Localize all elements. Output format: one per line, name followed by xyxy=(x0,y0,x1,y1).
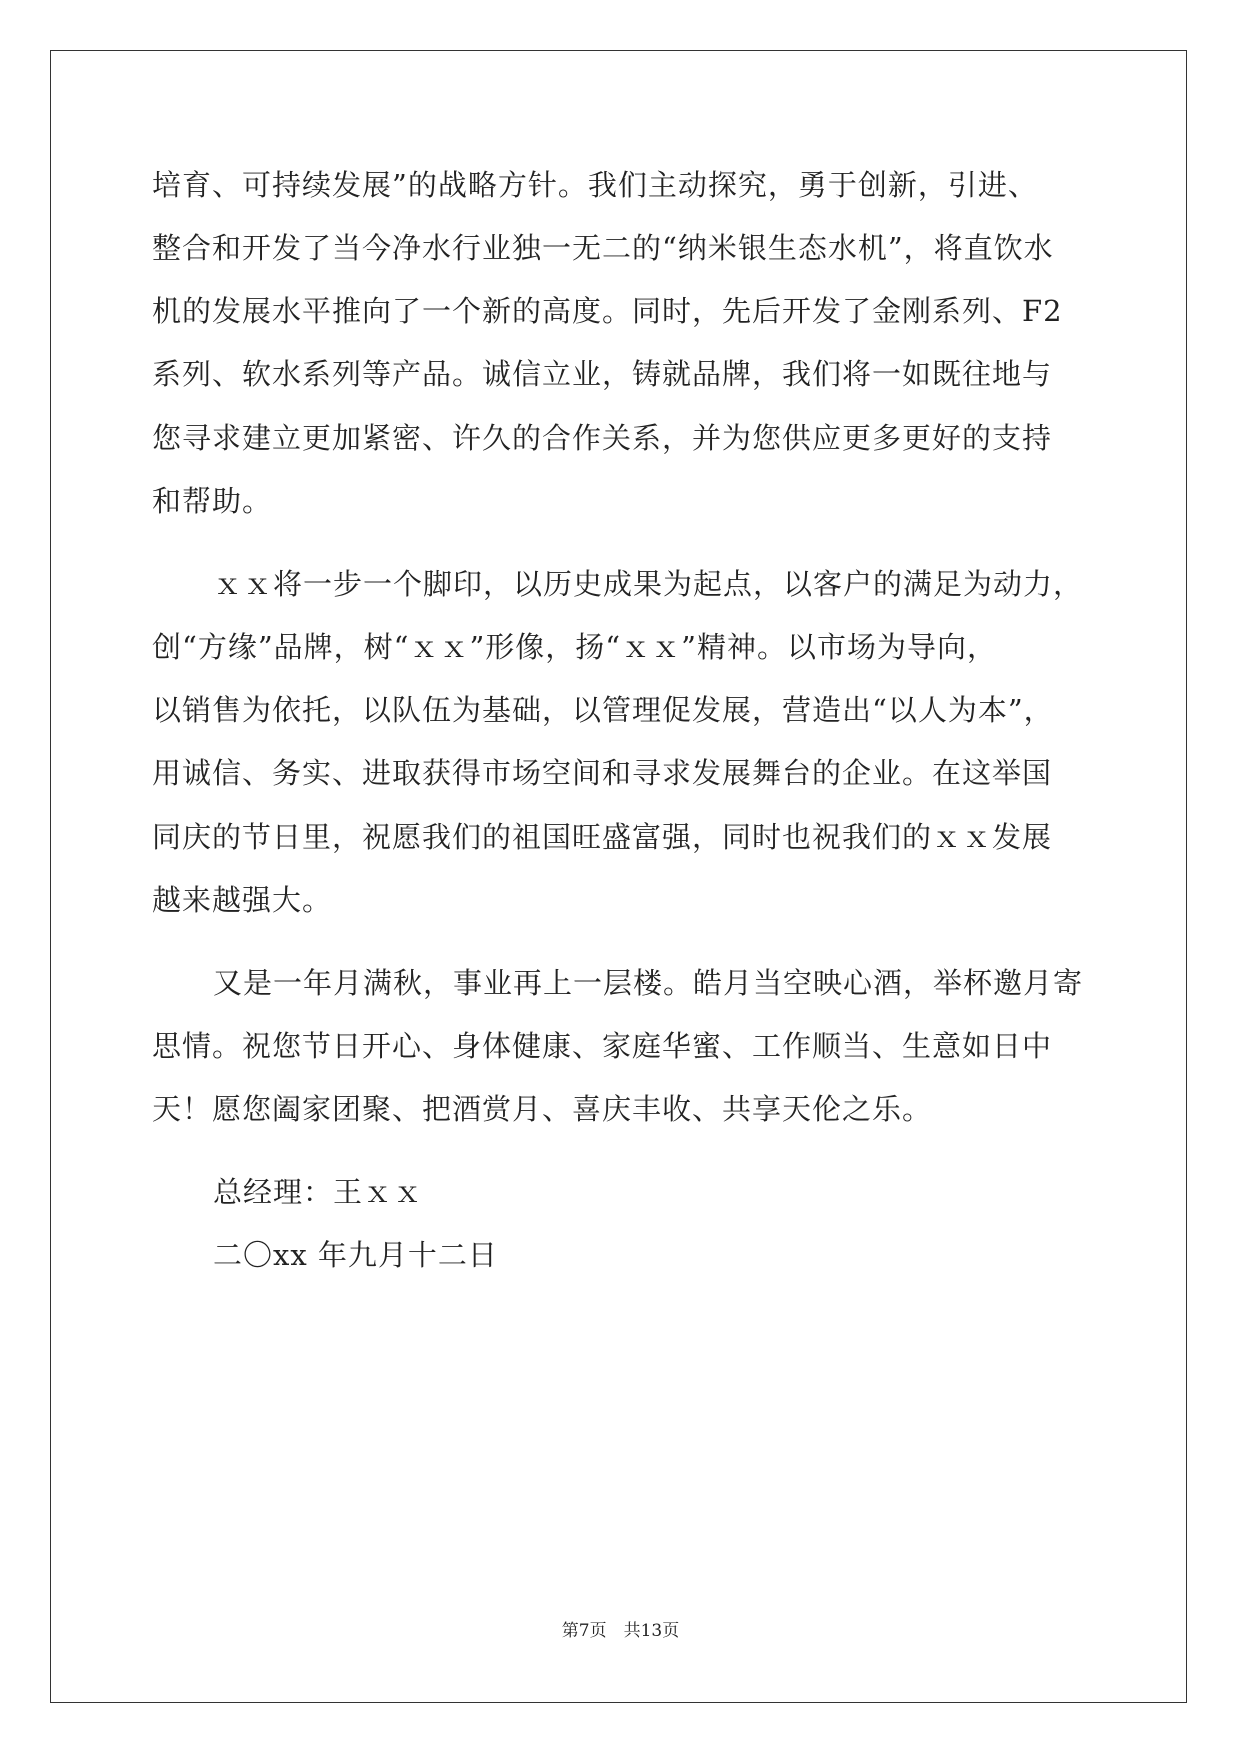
body-line-3: 机的发展水平推向了一个新的高度。同时，先后开发了金刚系列、F2 xyxy=(152,294,1063,328)
body-line-7: ｘｘ将一步一个脚印，以历史成果为起点，以客户的满足为动力， xyxy=(213,567,1084,601)
body-line-1: 培育、可持续发展”的战略方针。我们主动探究，勇于创新，引进、 xyxy=(152,168,1038,202)
date-line: 二〇xx 年九月十二日 xyxy=(213,1238,498,1272)
body-line-5: 您寻求建立更加紧密、许久的合作关系，并为您供应更多更好的支持 xyxy=(152,421,1053,455)
body-line-12: 越来越强大。 xyxy=(152,883,333,917)
body-line-13: 又是一年月满秋，事业再上一层楼。皓月当空映心酒，举杯邀月寄 xyxy=(213,966,1084,1000)
body-line-2: 整合和开发了当今净水行业独一无二的“纳米银生态水机”，将直饮水 xyxy=(152,231,1054,265)
body-line-15: 天！愿您阖家团聚、把酒赏月、喜庆丰收、共享天伦之乐。 xyxy=(152,1092,933,1126)
signature-line: 总经理：王ｘｘ xyxy=(213,1175,424,1209)
body-line-14: 思情。祝您节日开心、身体健康、家庭华蜜、工作顺当、生意如日中 xyxy=(152,1029,1053,1063)
body-line-8: 创“方缘”品牌，树“ｘｘ”形像，扬“ｘｘ”精神。以市场为导向， xyxy=(152,630,997,664)
body-line-10: 用诚信、务实、进取获得市场空间和寻求发展舞台的企业。在这举国 xyxy=(152,756,1053,790)
body-line-9: 以销售为依托，以队伍为基础，以管理促发展，营造出“以人为本”， xyxy=(152,693,1054,727)
body-line-6: 和帮助。 xyxy=(152,484,273,518)
body-line-4: 系列、软水系列等产品。诚信立业，铸就品牌，我们将一如既往地与 xyxy=(152,357,1053,391)
body-line-11: 同庆的节日里，祝愿我们的祖国旺盛富强，同时也祝我们的ｘｘ发展 xyxy=(152,820,1053,854)
page-number-footer: 第7页 共13页 xyxy=(561,1621,680,1641)
